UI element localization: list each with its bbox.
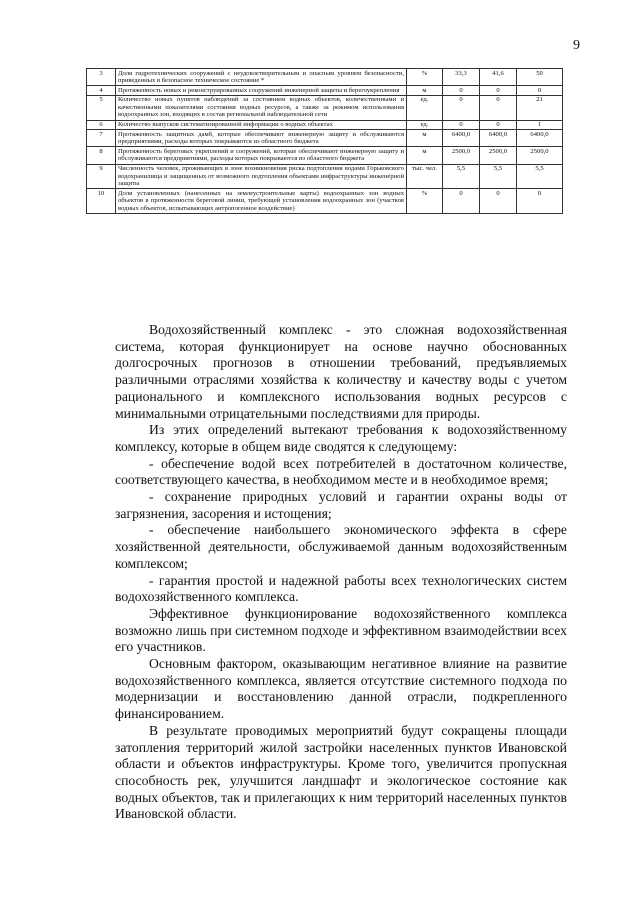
table-row — [87, 147, 563, 164]
paragraph: Водохозяйственный комплекс - это сложная водохозяйственная система, которая функционирует на основе научно обоснованных долгосрочных прогнозов в отношении требований, предъявляемых различными отраслями хозяйства к количеству и качеству воды с учетом рационального и комплексного использования водных ресурсов с минимальными отрицательными последствиями для природы. — [115, 322, 567, 421]
table-row — [87, 120, 563, 130]
row-unit: м — [407, 86, 443, 96]
row-number: 4 — [87, 86, 116, 96]
row-value-1: 0 — [443, 189, 480, 214]
row-value-2: 41,6 — [480, 69, 517, 86]
indicators-table — [86, 68, 563, 214]
row-description: Протяженность новых и реконструированных сооружений инженерной защиты и берегоукрепления — [116, 86, 407, 96]
row-number: 7 — [87, 130, 116, 147]
row-description: Доля гидротехнических сооружений с неудовлетворительным и опасным уровнем безопасности, приведенных в безопасное техническое состояние * — [116, 69, 407, 86]
table-row — [87, 130, 563, 147]
row-value-3: 6400,0 — [517, 130, 563, 147]
paragraph: В результате проводимых мероприятий будут сокращены площади затопления территорий жилой застройки населенных пунктов Ивановской области и объектов инфраструктуры. Кроме того, увеличится пропускная способность рек, улучшится ландшафт и экологическое состояние как водных объектов, так и прилегающих к ним территорий населенных пунктов Ивановской области. — [115, 722, 567, 822]
table-row — [87, 164, 563, 189]
row-number: 6 — [87, 120, 116, 130]
table-row — [87, 95, 563, 120]
paragraph: Основным фактором, оказывающим негативное влияние на развитие водохозяйственного комплекса, является отсутствие системного подхода по модернизации и восстановлению данной отрасли, подкрепленного финансированием. — [115, 656, 567, 722]
row-description: Количество новых пунктов наблюдений за состоянием водных объектов, количественными и качественными показателями состояния водных ресурсов, а также за режимом использования водоохранных зон, входящих в состав региональной наблюдательной сети — [116, 95, 407, 120]
list-item: - сохранение природных условий и гарантии охраны воды от загрязнения, засорения и истощения; — [115, 489, 567, 521]
row-unit: ед. — [407, 95, 443, 120]
row-number: 10 — [87, 189, 116, 214]
row-value-1: 0 — [443, 86, 480, 96]
row-number: 8 — [87, 147, 116, 164]
row-description: Протяженность береговых укреплений и сооружений, которые обеспечивают инженерную защиту и обслуживаются предприятиями, расходы которых покрываются из областного бюджета — [116, 147, 407, 164]
row-value-3: 50 — [517, 69, 563, 86]
row-unit: м — [407, 130, 443, 147]
row-value-3: 5,5 — [517, 164, 563, 189]
row-number: 5 — [87, 95, 116, 120]
row-value-3: 2500,0 — [517, 147, 563, 164]
row-value-1: 0 — [443, 120, 480, 130]
row-value-1: 6400,0 — [443, 130, 480, 147]
row-unit: тыс. чел. — [407, 164, 443, 189]
row-value-2: 0 — [480, 86, 517, 96]
indicators-table-body — [87, 69, 563, 214]
row-description: Количество выпусков систематизированной информации о водных объектах — [116, 120, 407, 130]
row-value-2: 5,5 — [480, 164, 517, 189]
table-row — [87, 86, 563, 96]
row-value-3: 21 — [517, 95, 563, 120]
body-text — [115, 322, 567, 823]
paragraph: Из этих определений вытекают требования к водохозяйственному комплексу, которые в общем виде сводятся к следующему: — [115, 422, 567, 454]
row-value-3: 1 — [517, 120, 563, 130]
row-description: Доля установленных (нанесенных на землеустроительные карты) водоохранных зон водных объектов в протяженности береговой линии, требующей установления водоохранных зон (участков водных объектов, испытывающих антропогенное воздействие) — [116, 189, 407, 214]
row-value-3: 0 — [517, 189, 563, 214]
row-value-2: 0 — [480, 189, 517, 214]
row-value-2: 0 — [480, 95, 517, 120]
row-value-3: 0 — [517, 86, 563, 96]
row-number: 9 — [87, 164, 116, 189]
table-row — [87, 189, 563, 214]
row-unit: м — [407, 147, 443, 164]
row-unit: ед. — [407, 120, 443, 130]
page-number: 9 — [573, 38, 580, 53]
row-unit: % — [407, 189, 443, 214]
row-value-1: 5,5 — [443, 164, 480, 189]
row-value-1: 2500,0 — [443, 147, 480, 164]
row-value-1: 33,3 — [443, 69, 480, 86]
list-item: - обеспечение наибольшего экономического эффекта в сфере хозяйственной деятельности, обслуживаемой данным водохозяйственным комплексом; — [115, 522, 567, 571]
table-row — [87, 69, 563, 86]
row-description: Протяженность защитных дамб, которые обеспечивают инженерную защиту и обслуживаются предприятиями, расходы которых покрываются из областного бюджета — [116, 130, 407, 147]
row-unit: % — [407, 69, 443, 86]
list-item: - гарантия простой и надежной работы всех технологических систем водохозяйственного комплекса. — [115, 572, 567, 605]
row-value-2: 2500,0 — [480, 147, 517, 164]
row-value-2: 0 — [480, 120, 517, 130]
row-value-1: 0 — [443, 95, 480, 120]
paragraph: Эффективное функционирование водохозяйственного комплекса возможно лишь при системном подходе и эффективном взаимодействии всех его участников. — [115, 605, 567, 655]
row-number: 3 — [87, 69, 116, 86]
list-item: - обеспечение водой всех потребителей в достаточном количестве, соответствующего качества, в необходимом месте и в необходимое время; — [115, 455, 567, 488]
row-value-2: 6400,0 — [480, 130, 517, 147]
row-description: Численность человек, проживающих в зоне возникновения риска подтопления водами Горьковского водохранилища и защищенных от возможного подтопления объектами инфраструктуры инженерной защиты — [116, 164, 407, 189]
